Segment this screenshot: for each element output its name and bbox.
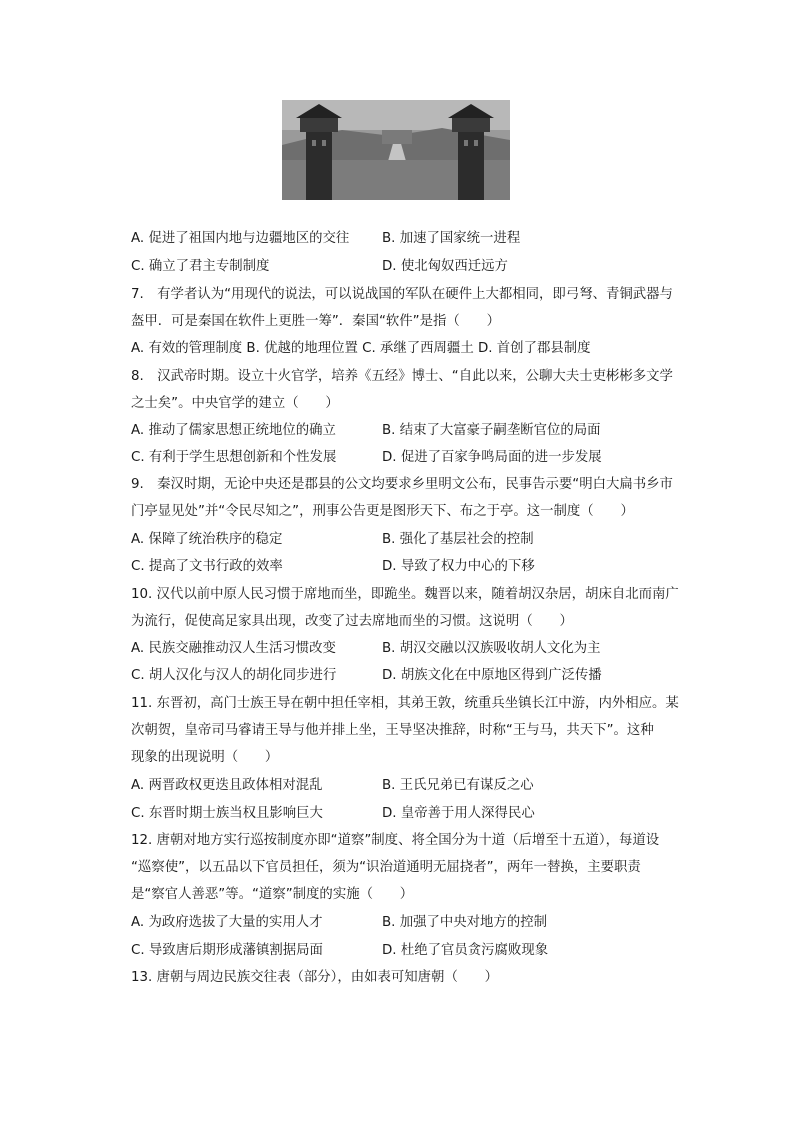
q9-option-b[interactable]: B. 强化了基层社会的控制 [382,532,534,547]
watchtower-photo [282,100,510,200]
q10-option-c[interactable]: C. 胡人汉化与汉人的胡化同步进行 [131,668,337,683]
q8-option-d[interactable]: D. 促进了百家争鸣局面的进一步发展 [382,450,602,465]
q8-option-a[interactable]: A. 推动了儒家思想正统地位的确立 [131,423,336,438]
q7-options-text[interactable]: A. 有效的管理制度 B. 优越的地理位置 C. 承继了西周疆土 D. 首创了郡县制度 [131,341,591,356]
q9-options-row2 [0,556,794,578]
q12-options-row2 [0,940,794,962]
q10-option-b[interactable]: B. 胡汉交融以汉族吸收胡人文化为主 [382,641,601,656]
q13-stem-line1: 13. 唐朝与周边民族交往表（部分），由如表可知唐朝（ ） [131,970,499,985]
q6-option-d[interactable]: D. 使北匈奴西迁远方 [382,259,508,274]
q11-option-c[interactable]: C. 东晋时期士族当权且影响巨大 [131,806,323,821]
q10-stem-line2: 为流行，促使高足家具出现，改变了过去席地而坐的习惯。这说明（ ） [131,614,573,629]
q12-stem-line3: 是“察官人善恶”等。“道察”制度的实施（ ） [131,887,414,902]
q7-stem-line1: 7. 有学者认为“用现代的说法，可以说战国的军队在硬件上大都相同，即弓弩、青铜武器与 [131,287,673,302]
q8-stem-line2: 之士矣”。中央官学的建立（ ） [131,396,339,411]
q11-option-d[interactable]: D. 皇帝善于用人深得民心 [382,806,535,821]
q11-stem-line3: 现象的出现说明（ ） [131,750,279,765]
q6-option-b[interactable]: B. 加速了国家统一进程 [382,231,521,246]
q7-stem-line2: 盔甲．可是秦国在软件上更胜一筹”．秦国“软件”是指（ ） [131,314,500,329]
q9-option-c[interactable]: C. 提高了文书行政的效率 [131,559,283,574]
q6-options-row2 [0,256,794,278]
q8-option-b[interactable]: B. 结束了大富豪子嗣垄断官位的局面 [382,423,601,438]
q12-stem-line2: “巡察使”，以五品以下官员担任，须为“识治道通明无屈挠者”，两年一替换，主要职责 [131,860,641,875]
q8-option-c[interactable]: C. 有利于学生思想创新和个性发展 [131,450,337,465]
q10-option-a[interactable]: A. 民族交融推动汉人生活习惯改变 [131,641,336,656]
q10-option-d[interactable]: D. 胡族文化在中原地区得到广泛传播 [382,668,602,683]
q9-options-row1 [0,529,794,551]
q9-option-a[interactable]: A. 保障了统治秩序的稳定 [131,532,283,547]
q12-stem-line1: 12. 唐朝对地方实行巡按制度亦即“道察”制度、将全国分为十道（后增至十五道），每道设 [131,833,660,848]
q9-option-d[interactable]: D. 导致了权力中心的下移 [382,559,535,574]
q6-option-a[interactable]: A. 促进了祖国内地与边疆地区的交往 [131,231,350,246]
q10-stem-line1: 10. 汉代以前中原人民习惯于席地而坐，即跪坐。魏晋以来，随着胡汉杂居，胡床自北而南广 [131,587,679,602]
q8-options-row1 [0,420,794,442]
q6-options-row1 [0,228,794,250]
q11-options-row2 [0,803,794,825]
q12-option-b[interactable]: B. 加强了中央对地方的控制 [382,915,547,930]
q10-options-row1 [0,638,794,660]
q11-options-row1 [0,775,794,797]
q12-option-a[interactable]: A. 为政府选拔了大量的实用人才 [131,915,323,930]
q9-stem-line1: 9. 秦汉时期，无论中央还是郡县的公文均要求乡里明文公布，民事告示要“明白大扁书乡市 [131,477,673,492]
q9-stem-line2: 门亭显见处”并“令民尽知之”，刑事公告更是图形天下、布之于亭。这一制度（ ） [131,504,634,519]
q10-options-row2 [0,665,794,687]
watchtower-image [282,100,510,200]
q11-option-b[interactable]: B. 王氏兄弟已有谋反之心 [382,778,534,793]
q8-stem-line1: 8. 汉武帝时期。设立十火官学，培养《五经》博士、“自此以来，公聊大夫士吏彬彬多文学 [131,369,673,384]
q11-stem-line2: 次朝贺，皇帝司马睿请王导与他并排上坐，王导坚决推辞，时称“王与马，共天下”。这种 [131,723,654,738]
q12-option-c[interactable]: C. 导致唐后期形成藩镇割据局面 [131,943,323,958]
q11-stem-line1: 11. 东晋初，高门士族王导在朝中担任宰相，其弟王敦，统重兵坐镇长江中游，内外相应。某 [131,696,679,711]
q12-options-row1 [0,912,794,934]
q11-option-a[interactable]: A. 两晋政权更迭且政体相对混乱 [131,778,323,793]
q6-option-c[interactable]: C. 确立了君主专制制度 [131,259,270,274]
q8-options-row2 [0,447,794,469]
q7-options [0,338,794,360]
q12-option-d[interactable]: D. 杜绝了官员贪污腐败现象 [382,943,549,958]
